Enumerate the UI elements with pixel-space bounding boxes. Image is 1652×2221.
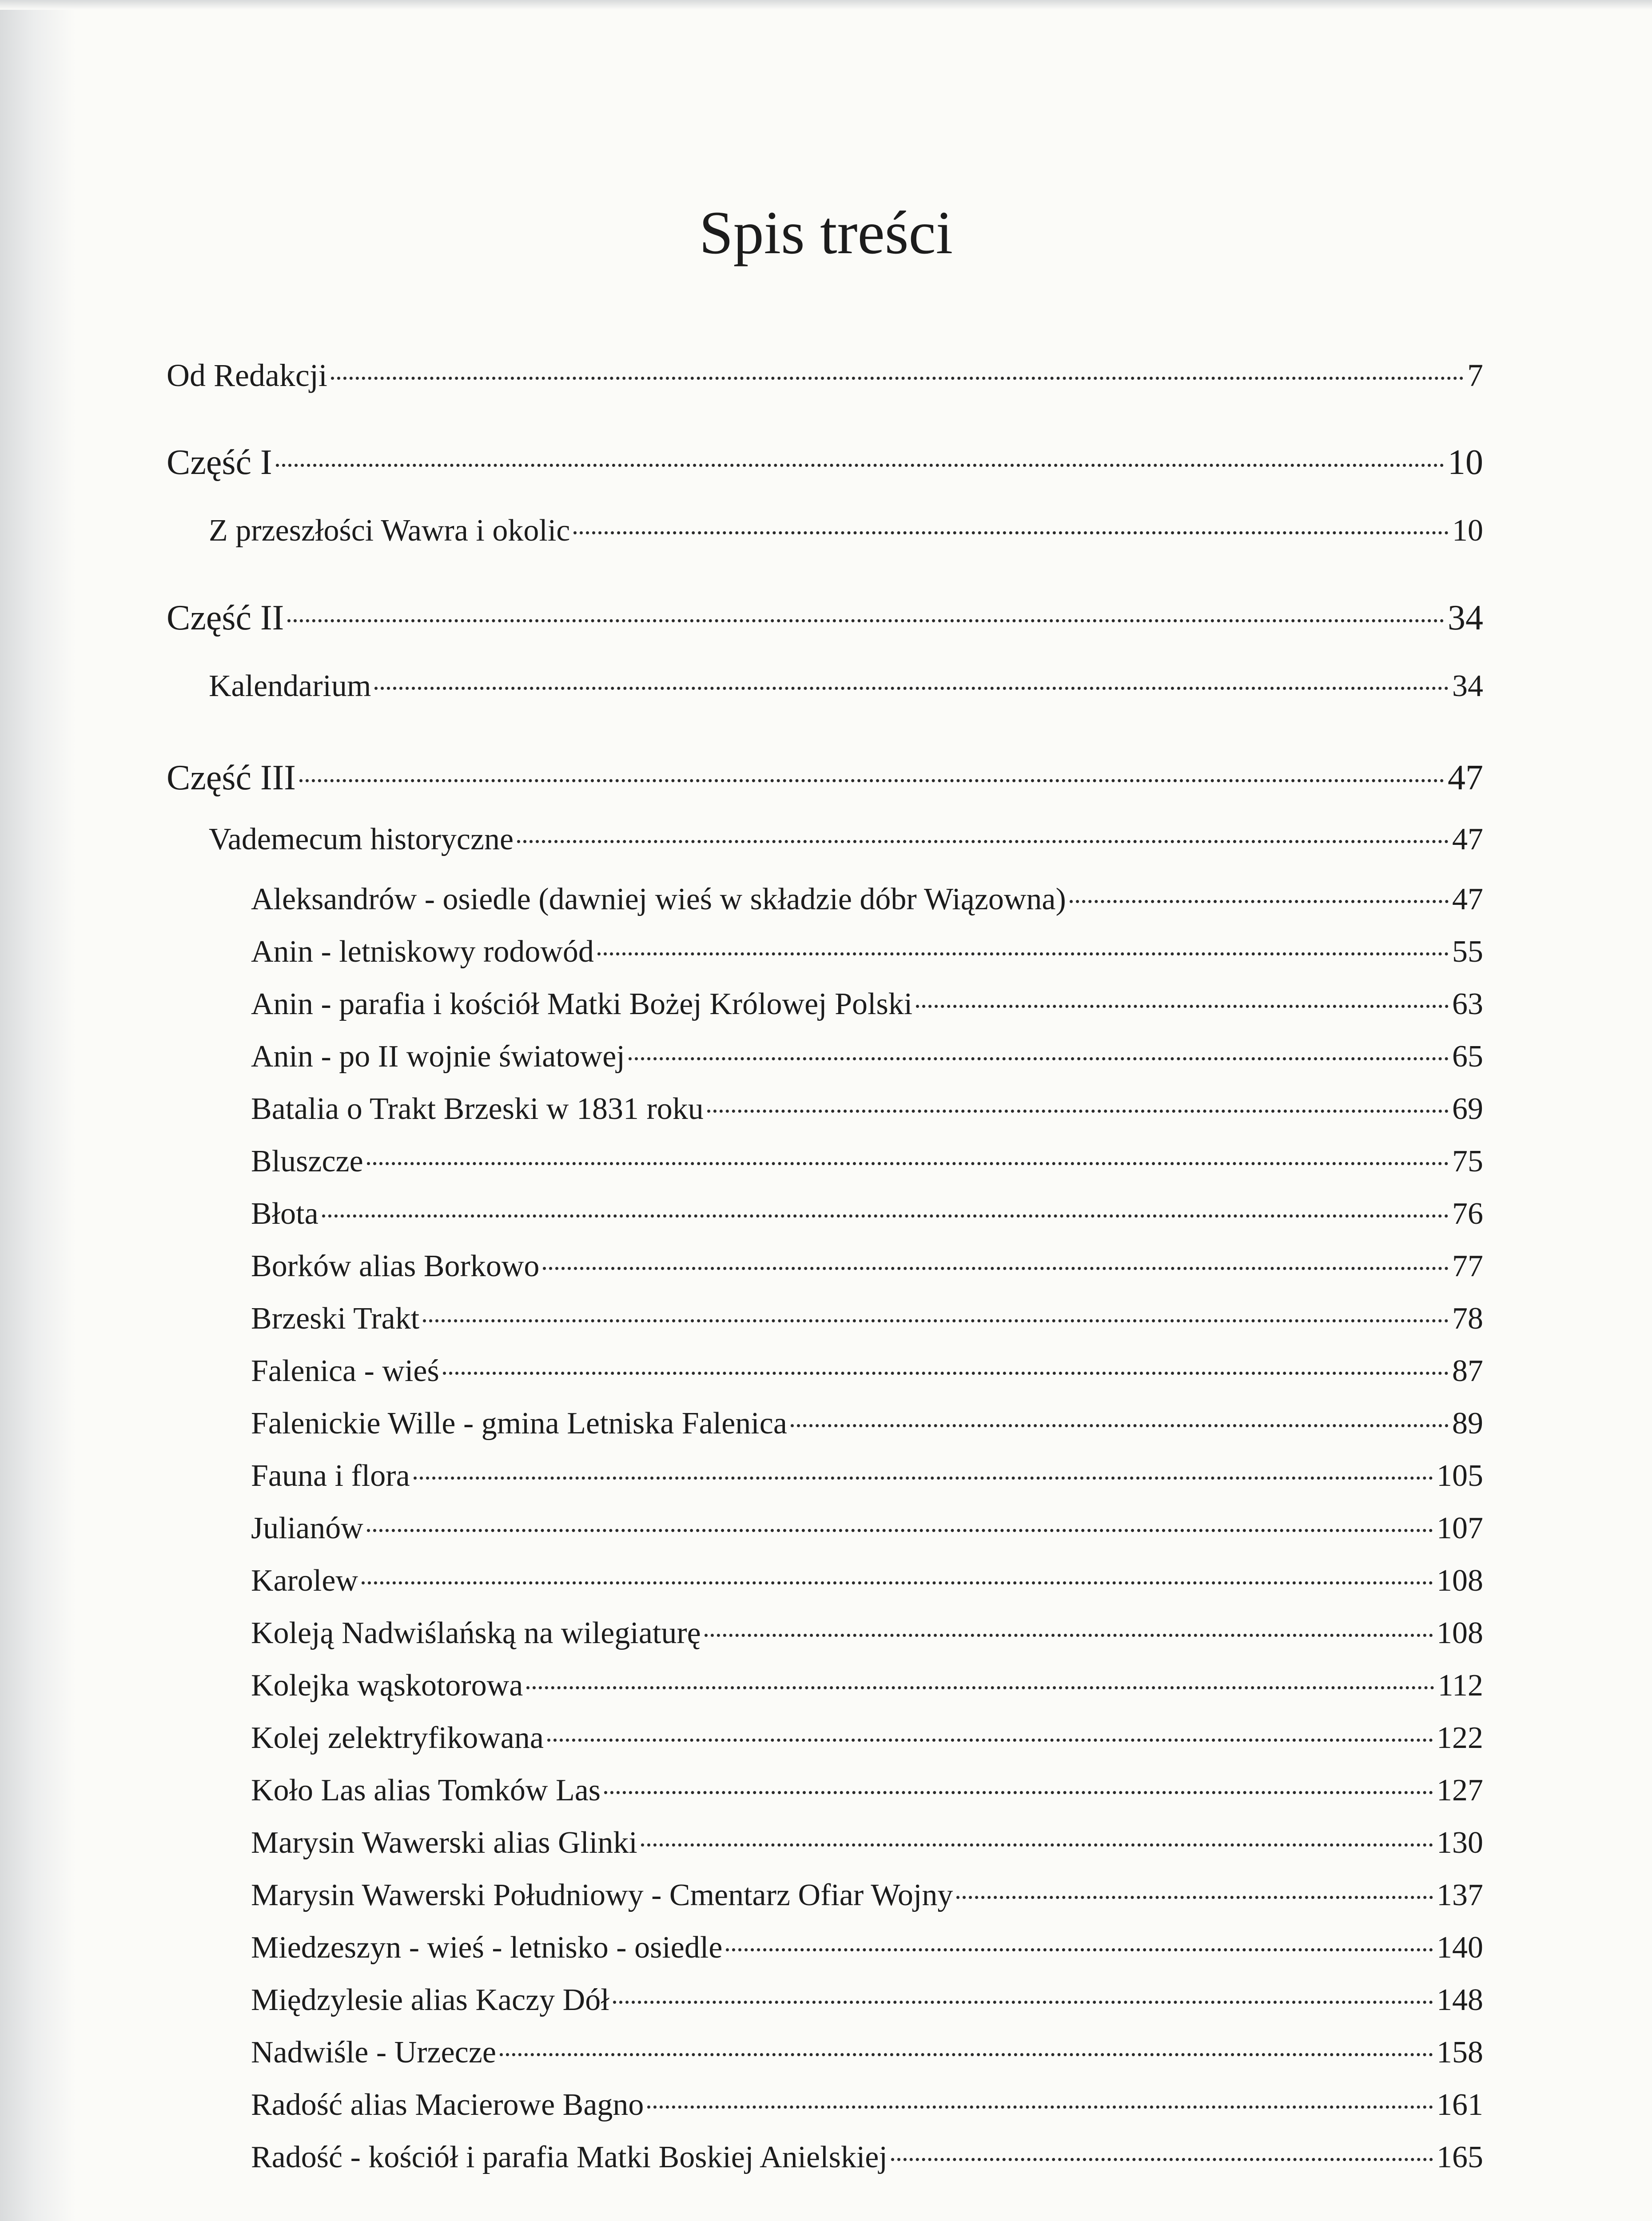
toc-entry-label: Część III [167,758,296,797]
toc-entry-label: Fauna i flora [251,1459,410,1493]
toc-entry-page: 10 [1452,513,1483,548]
toc-entry-label: Radość alias Macierowe Bagno [251,2088,644,2122]
toc-entry [251,1871,1483,1913]
toc-entry [251,1766,1483,1808]
toc-entry [209,815,1483,857]
toc-entry-label: Aleksandrów - osiedle (dawniej wieś w składzie dóbr Wiązowna) [251,882,1066,916]
toc-entry-label: Koleją Nadwiślańską na wilegiaturę [251,1616,701,1650]
toc-entry-page: 69 [1452,1092,1483,1126]
toc-entry-page: 7 [1467,358,1483,393]
toc-entry [251,875,1483,917]
dot-leader [526,1655,1434,1689]
toc-entry [251,1190,1483,1232]
toc-entry-label: Nadwiśle - Urzecze [251,2035,496,2070]
toc-entry-label: Część I [167,443,272,482]
toc-entry [167,351,1483,394]
toc-part-heading [167,751,1483,798]
toc-entry-label: Vademecum historyczne [209,822,514,856]
toc-entry-label: Kolej zelektryfikowana [251,1721,544,1755]
toc-entry-label: Marysin Wawerski Południowy - Cmentarz Ofiar Wojny [251,1878,953,1912]
toc-entry [251,927,1483,970]
toc-entry [251,1714,1483,1756]
toc-entry-label: Borków alias Borkowo [251,1249,540,1283]
toc-entry-page: 148 [1437,1983,1483,2017]
dot-leader [299,744,1444,782]
dot-leader [367,1498,1433,1532]
toc-entry-label: Julianów [251,1511,363,1545]
toc-part-heading [167,435,1483,483]
dot-leader [629,1026,1449,1060]
toc-entry-label: Batalia o Trakt Brzeski w 1831 roku [251,1092,704,1126]
toc-entry-page: 76 [1452,1197,1483,1231]
toc-entry [251,1819,1483,1861]
toc-entry-label: Falenica - wieś [251,1354,439,1388]
toc-entry-page: 10 [1448,443,1483,482]
toc-entry-label: Od Redakcji [167,358,327,393]
toc-entry-label: Anin - letniskowy rodowód [251,935,594,969]
toc-entry [251,1661,1483,1704]
toc-entry-label: Bluszcze [251,1144,363,1178]
toc-entry-page: 108 [1437,1564,1483,1598]
toc-entry-label: Miedzeszyn - wieś - letnisko - osiedle [251,1930,723,1965]
toc-entry-label: Anin - po II wojnie światowej [251,1039,625,1074]
toc-entry-page: 158 [1437,2035,1483,2070]
toc-entry [251,1399,1483,1441]
toc-entry [251,2081,1483,2123]
toc-entry-label: Karolew [251,1564,358,1598]
dot-leader [726,1917,1433,1951]
toc-entry-label: Z przeszłości Wawra i okolic [209,513,570,548]
toc-entry-page: 34 [1448,598,1483,637]
dot-leader [705,1603,1433,1637]
toc-entry [251,2133,1483,2175]
toc-entry-page: 47 [1452,882,1483,916]
toc-entry-page: 87 [1452,1354,1483,1388]
toc-entry-label: Radość - kościół i parafia Matki Boskiej Anielskiej [251,2140,888,2174]
toc-entry-page: 161 [1437,2088,1483,2122]
dot-leader [956,1865,1433,1899]
toc-entry-page: 63 [1452,987,1483,1021]
dot-leader [641,1812,1433,1847]
toc-entry [251,1085,1483,1127]
toc-entry [251,1242,1483,1284]
toc-entry-label: Kalendarium [209,669,371,703]
toc-entry-page: 47 [1448,758,1483,797]
toc-entry-label: Marysin Wawerski alias Glinki [251,1826,637,1860]
toc-entry-page: 89 [1452,1406,1483,1441]
dot-leader [362,1550,1433,1584]
dot-leader [443,1341,1449,1375]
toc-entry [251,1609,1483,1651]
toc-entry-page: 130 [1437,1826,1483,1860]
toc-entry-label: Brzeski Trakt [251,1302,420,1336]
dot-leader [500,2022,1433,2056]
toc-entry [251,1556,1483,1599]
toc-entry [251,980,1483,1022]
toc-entry-label: Koło Las alias Tomków Las [251,1773,601,1807]
toc-entry [251,1504,1483,1546]
toc-entry [251,2028,1483,2070]
toc-entry [209,662,1483,704]
dot-leader [287,584,1444,622]
toc-entry-label: Błota [251,1197,318,1231]
toc-entry-label: Falenickie Wille - gmina Letniska Falenica [251,1406,787,1441]
dot-leader [543,1236,1449,1270]
dot-leader [322,1183,1449,1218]
dot-leader [604,1760,1433,1794]
toc-entry-page: 65 [1452,1039,1483,1074]
toc-entry-label: Anin - parafia i kościół Matki Bożej Królowej Polski [251,987,913,1021]
toc-entry [251,1294,1483,1337]
toc-entry-page: 127 [1437,1773,1483,1807]
toc-entry [251,1137,1483,1179]
toc-entry-page: 137 [1437,1878,1483,1912]
dot-leader [891,2127,1433,2161]
toc-entry-page: 55 [1452,935,1483,969]
toc-entry-page: 77 [1452,1249,1483,1283]
toc-entry-page: 122 [1437,1721,1483,1755]
toc-entry [251,1347,1483,1389]
dot-leader [367,1131,1449,1165]
dot-leader [423,1288,1449,1322]
toc-entry-page: 75 [1452,1144,1483,1178]
toc-entry-page: 47 [1452,822,1483,856]
toc-entry-label: Część II [167,598,284,637]
toc-entry-page: 108 [1437,1616,1483,1650]
toc-entry-page: 165 [1437,2140,1483,2174]
page-title: Spis treści [699,199,953,267]
dot-leader [573,500,1449,534]
toc-part-heading [167,591,1483,638]
dot-leader [707,1079,1449,1113]
toc-entry [209,506,1483,549]
dot-leader [613,1970,1433,2004]
dot-leader [547,1708,1433,1742]
toc-entry [251,1976,1483,2018]
dot-leader [647,2074,1433,2109]
toc-entry-page: 105 [1437,1459,1483,1493]
dot-leader [331,345,1464,380]
dot-leader [517,809,1449,843]
dot-leader [276,428,1444,467]
toc-entry-page: 107 [1437,1511,1483,1545]
toc-entry-page: 112 [1437,1668,1483,1703]
dot-leader [1070,869,1449,903]
toc-entry-label: Kolejka wąskotorowa [251,1668,523,1703]
toc-entry-page: 78 [1452,1302,1483,1336]
dot-leader [374,656,1449,690]
dot-leader [791,1393,1449,1427]
toc-entry-label: Międzylesie alias Kaczy Dół [251,1983,609,2017]
toc-entry-page: 34 [1452,669,1483,703]
dot-leader [597,921,1449,955]
toc-entry [251,1032,1483,1075]
toc-entry-page: 140 [1437,1930,1483,1965]
dot-leader [916,974,1449,1008]
toc-entry [251,1923,1483,1966]
toc-entry [251,1452,1483,1494]
dot-leader [414,1445,1433,1480]
